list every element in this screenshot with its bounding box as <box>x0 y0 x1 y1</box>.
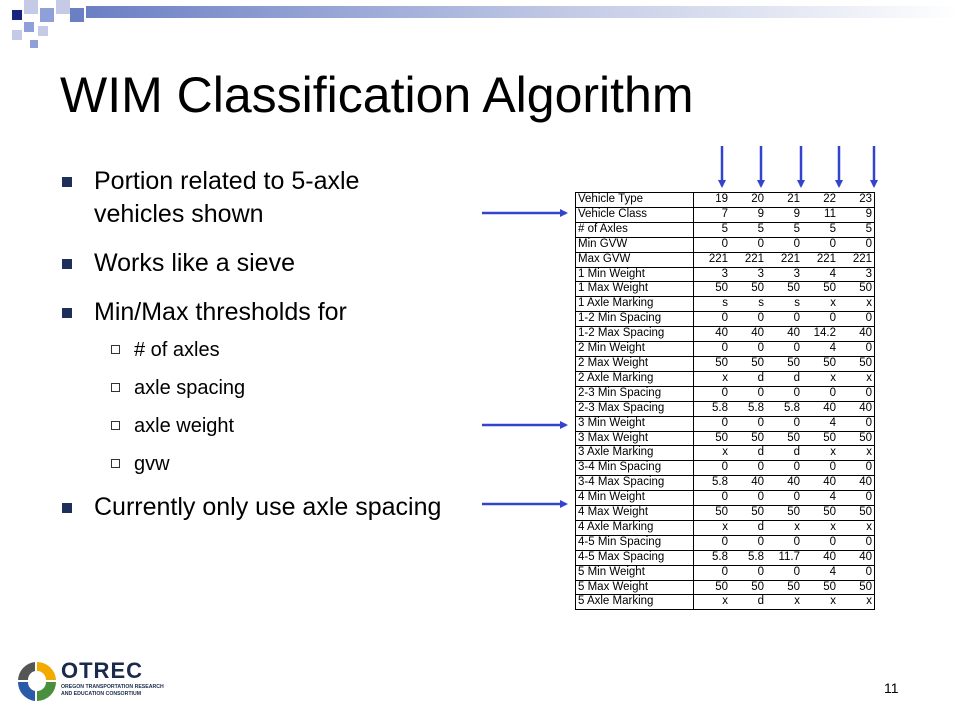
table-cell: x <box>802 371 838 386</box>
table-cell: 40 <box>838 550 875 565</box>
table-cell: 0 <box>802 535 838 550</box>
table-cell: 0 <box>694 416 731 431</box>
table-cell: 50 <box>838 431 875 446</box>
row-label: 4 Axle Marking <box>576 520 694 535</box>
table-cell: 50 <box>802 356 838 371</box>
table-cell: 50 <box>730 431 766 446</box>
table-cell: x <box>838 595 875 610</box>
table-cell: 9 <box>766 207 802 222</box>
table-cell: 50 <box>766 431 802 446</box>
table-cell: 3 <box>766 267 802 282</box>
table-cell: 50 <box>766 356 802 371</box>
table-cell: d <box>730 520 766 535</box>
table-cell: d <box>730 446 766 461</box>
table-cell: 23 <box>838 193 875 208</box>
row-label: 1-2 Max Spacing <box>576 327 694 342</box>
table-cell: 5 <box>838 222 875 237</box>
table-cell: 50 <box>694 356 731 371</box>
table-cell: 5.8 <box>694 476 731 491</box>
table-cell: d <box>730 595 766 610</box>
table-cell: 11 <box>802 207 838 222</box>
table-cell: x <box>838 446 875 461</box>
row-label: 2-3 Min Spacing <box>576 386 694 401</box>
table-cell: 50 <box>766 506 802 521</box>
table-cell: 40 <box>730 327 766 342</box>
page-number: 11 <box>884 680 899 696</box>
sub-bullet-item: gvw <box>60 451 450 477</box>
table-cell: 40 <box>802 550 838 565</box>
bullet-item: Works like a sieve <box>60 247 450 280</box>
table-cell: 21 <box>766 193 802 208</box>
table-cell: x <box>838 520 875 535</box>
bullet-item: Portion related to 5-axle vehicles shown <box>60 165 450 231</box>
table-cell: s <box>694 297 731 312</box>
table-cell: 221 <box>694 252 731 267</box>
table-cell: 5.8 <box>730 401 766 416</box>
slide-title: WIM Classification Algorithm <box>60 67 694 123</box>
table-cell: 0 <box>838 565 875 580</box>
table-cell: 20 <box>730 193 766 208</box>
otrec-logo-name: OTREC <box>61 658 143 683</box>
table-cell: 0 <box>730 491 766 506</box>
table-cell: 50 <box>766 282 802 297</box>
table-cell: 0 <box>838 386 875 401</box>
row-label: 1-2 Min Spacing <box>576 312 694 327</box>
otrec-logo-tagline-2: AND EDUCATION CONSORTIUM <box>61 691 142 697</box>
table-cell: 50 <box>730 356 766 371</box>
row-label: 5 Max Weight <box>576 580 694 595</box>
table-cell: 40 <box>766 327 802 342</box>
row-label: 5 Min Weight <box>576 565 694 580</box>
bullet-item: Currently only use axle spacing <box>60 491 450 524</box>
table-cell: 221 <box>838 252 875 267</box>
row-label: 1 Max Weight <box>576 282 694 297</box>
table-cell: x <box>802 446 838 461</box>
table-cell: 50 <box>838 356 875 371</box>
table-cell: 50 <box>694 431 731 446</box>
sub-bullet-item: axle spacing <box>60 375 450 401</box>
table-cell: 50 <box>802 282 838 297</box>
table-cell: 3 <box>694 267 731 282</box>
table-cell: 50 <box>766 580 802 595</box>
table-cell: 5.8 <box>730 550 766 565</box>
table-cell: 40 <box>766 476 802 491</box>
table-cell: 5.8 <box>694 401 731 416</box>
table-cell: 0 <box>766 237 802 252</box>
table-cell: x <box>694 595 731 610</box>
table-cell: 50 <box>802 506 838 521</box>
table-cell: d <box>766 371 802 386</box>
table-cell: 0 <box>730 342 766 357</box>
table-cell: 4 <box>802 416 838 431</box>
table-cell: 0 <box>838 416 875 431</box>
table-cell: 40 <box>838 401 875 416</box>
table-cell: 40 <box>802 401 838 416</box>
table-cell: d <box>730 371 766 386</box>
sub-bullet-item: # of axles <box>60 337 450 363</box>
table-cell: 0 <box>694 535 731 550</box>
table-cell: 0 <box>802 237 838 252</box>
row-label: Max GVW <box>576 252 694 267</box>
row-label: 3 Min Weight <box>576 416 694 431</box>
table-cell: 0 <box>694 342 731 357</box>
table-cell: x <box>766 595 802 610</box>
table-cell: 14.2 <box>802 327 838 342</box>
table-cell: x <box>838 371 875 386</box>
table-cell: 0 <box>766 565 802 580</box>
row-label: 2 Axle Marking <box>576 371 694 386</box>
row-label: 4-5 Max Spacing <box>576 550 694 565</box>
table-cell: 50 <box>694 506 731 521</box>
table-cell: 221 <box>766 252 802 267</box>
table-cell: 221 <box>730 252 766 267</box>
row-label: Vehicle Type <box>576 193 694 208</box>
row-label: 4 Min Weight <box>576 491 694 506</box>
table-cell: 0 <box>838 237 875 252</box>
table-cell: 11.7 <box>766 550 802 565</box>
table-cell: 4 <box>802 491 838 506</box>
table-cell: 0 <box>730 237 766 252</box>
table-cell: 0 <box>838 342 875 357</box>
table-cell: 5 <box>694 222 731 237</box>
table-cell: d <box>766 446 802 461</box>
table-cell: x <box>766 520 802 535</box>
table-cell: 0 <box>694 237 731 252</box>
row-label: 2-3 Max Spacing <box>576 401 694 416</box>
table-cell: 50 <box>802 580 838 595</box>
table-cell: 5.8 <box>694 550 731 565</box>
table-cell: 7 <box>694 207 731 222</box>
table-cell: 40 <box>694 327 731 342</box>
table-cell: 0 <box>838 535 875 550</box>
table-cell: 0 <box>802 386 838 401</box>
table-cell: 50 <box>838 506 875 521</box>
row-label: Min GVW <box>576 237 694 252</box>
row-label: 1 Min Weight <box>576 267 694 282</box>
table-cell: 40 <box>802 476 838 491</box>
table-cell: 9 <box>838 207 875 222</box>
table-cell: 0 <box>694 565 731 580</box>
table-cell: x <box>802 297 838 312</box>
table-cell: 4 <box>802 342 838 357</box>
table-cell: 0 <box>694 386 731 401</box>
row-label: 1 Axle Marking <box>576 297 694 312</box>
table-cell: 221 <box>802 252 838 267</box>
row-label: 4-5 Min Spacing <box>576 535 694 550</box>
table-cell: 50 <box>694 282 731 297</box>
table-cell: 50 <box>838 282 875 297</box>
table-cell: 0 <box>730 461 766 476</box>
table-cell: 0 <box>694 461 731 476</box>
table-cell: 40 <box>730 476 766 491</box>
table-cell: x <box>694 371 731 386</box>
table-cell: 5.8 <box>766 401 802 416</box>
table-cell: 0 <box>838 461 875 476</box>
table-cell: 0 <box>766 535 802 550</box>
table-cell: 22 <box>802 193 838 208</box>
table-cell: 0 <box>802 312 838 327</box>
row-label: 2 Max Weight <box>576 356 694 371</box>
table-cell: 0 <box>802 461 838 476</box>
table-cell: x <box>802 595 838 610</box>
table-cell: x <box>694 520 731 535</box>
table-cell: 50 <box>730 282 766 297</box>
table-cell: 50 <box>730 506 766 521</box>
table-cell: 50 <box>802 431 838 446</box>
table-cell: x <box>694 446 731 461</box>
table-cell: 0 <box>694 312 731 327</box>
table-cell: 0 <box>766 491 802 506</box>
row-label: 3 Max Weight <box>576 431 694 446</box>
table-cell: 0 <box>766 312 802 327</box>
table-cell: x <box>838 297 875 312</box>
table-cell: 0 <box>730 565 766 580</box>
row-label: 2 Min Weight <box>576 342 694 357</box>
table-cell: 4 <box>802 565 838 580</box>
table-cell: s <box>766 297 802 312</box>
table-cell: 0 <box>766 461 802 476</box>
row-label: 3 Axle Marking <box>576 446 694 461</box>
otrec-logo-text <box>61 658 164 698</box>
table-cell: 50 <box>730 580 766 595</box>
table-cell: 5 <box>730 222 766 237</box>
table-cell: 0 <box>766 386 802 401</box>
table-cell: 3 <box>838 267 875 282</box>
table-cell: 0 <box>730 535 766 550</box>
table-cell: 0 <box>766 342 802 357</box>
otrec-logo-tagline-1: OREGON TRANSPORTATION RESEARCH <box>61 684 164 690</box>
table-cell: 0 <box>838 491 875 506</box>
table-cell: 0 <box>730 386 766 401</box>
otrec-logo <box>16 658 176 708</box>
table-cell: 5 <box>766 222 802 237</box>
row-label: 3-4 Max Spacing <box>576 476 694 491</box>
table-cell: 50 <box>838 580 875 595</box>
table-cell: 0 <box>694 491 731 506</box>
table-cell: 0 <box>730 416 766 431</box>
row-label: 3-4 Min Spacing <box>576 461 694 476</box>
row-label: Vehicle Class <box>576 207 694 222</box>
table-cell: 50 <box>694 580 731 595</box>
table-cell: 5 <box>802 222 838 237</box>
row-label: 5 Axle Marking <box>576 595 694 610</box>
bullet-item: Min/Max thresholds for <box>60 296 450 329</box>
table-cell: 0 <box>766 416 802 431</box>
table-cell: 0 <box>730 312 766 327</box>
row-label: 4 Max Weight <box>576 506 694 521</box>
table-cell: 9 <box>730 207 766 222</box>
table-cell: s <box>730 297 766 312</box>
table-cell: 4 <box>802 267 838 282</box>
table-cell: x <box>802 520 838 535</box>
table-cell: 40 <box>838 327 875 342</box>
table-cell: 0 <box>838 312 875 327</box>
row-label: # of Axles <box>576 222 694 237</box>
table-cell: 40 <box>838 476 875 491</box>
table-cell: 3 <box>730 267 766 282</box>
otrec-logo-mark <box>16 658 58 704</box>
table-cell: 19 <box>694 193 731 208</box>
sub-bullet-item: axle weight <box>60 413 450 439</box>
